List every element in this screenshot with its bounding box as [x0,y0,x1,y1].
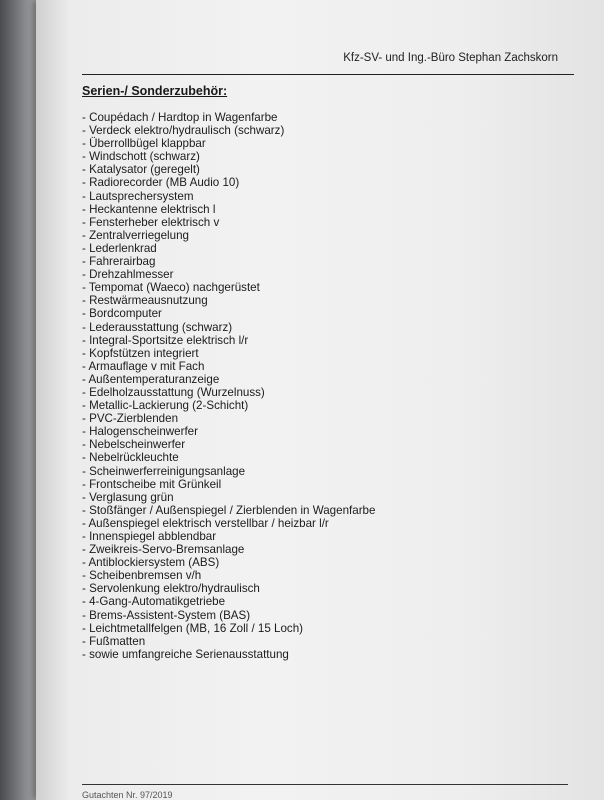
list-item: - Scheibenbremsen v/h [82,569,202,583]
list-item: - Nebelscheinwerfer [82,438,186,452]
list-item: - Überrollbügel klappbar [82,137,206,151]
list-item: - Kopfstützen integriert [82,346,199,360]
list-item: - Coupédach / Hardtop in Wagenfarbe [82,111,278,124]
list-item: - Leichtmetallfelgen (MB, 16 Zoll / 15 Loch) [82,621,304,635]
list-item: - Armauflage v mit Fach [82,359,205,373]
list-item: - Fußmatten [82,634,146,648]
list-item: - Radiorecorder (MB Audio 10) [82,176,240,190]
list-item: - Zentralverriegelung [82,228,189,242]
list-item: - Antiblockiersystem (ABS) [82,556,220,570]
list-item: - Brems-Assistent-System (BAS) [82,608,251,622]
list-item: - Fensterheber elektrisch v [82,215,220,229]
list-item: - Servolenkung elektro/hydraulisch [82,582,260,596]
section-title: Serien-/ Sonderzubehör: [82,84,228,98]
list-item: - Innenspiegel abblendbar [82,530,217,543]
list-item: - Edelholzausstattung (Wurzelnuss) [82,385,265,399]
header-office-name: Kfz-SV- und Ing.-Büro Stephan Zachskorn [343,52,558,64]
list-item: - Fahrerairbag [82,255,156,269]
list-item: - Verdeck elektro/hydraulisch (schwarz) [82,124,285,138]
list-item: - Außenspiegel elektrisch verstellbar / heizbar l/r [82,516,329,530]
footer-reference: Gutachten Nr. 97/2019 [82,790,173,800]
list-item: - Nebelrückleuchte [82,451,179,465]
list-item: - Integral-Sportsitze elektrisch l/r [82,333,249,347]
binder-spine [0,0,38,800]
list-item: - PVC-Zierblenden [82,412,179,426]
list-item: - Außentemperaturanzeige [82,372,220,386]
list-item: - Metallic-Lackierung (2-Schicht) [82,399,249,413]
list-item: - Tempomat (Waeco) nachgerüstet [82,281,260,295]
list-item: - Drehzahlmesser [82,268,174,282]
list-item: - Windschott (schwarz) [82,150,200,164]
list-item: - 4-Gang-Automatikgetriebe [82,595,226,609]
list-item: - Verglasung grün [82,490,174,504]
list-item: - Lautsprechersystem [82,189,194,203]
list-item: - sowie umfangreiche Serienausstattung [82,647,289,661]
list-item: - Restwärmeausnutzung [82,294,208,308]
footer-rule [82,784,568,785]
list-item: - Frontscheibe mit Grünkeil [82,477,222,491]
list-item: - Zweikreis-Servo-Bremsanlage [82,543,245,557]
list-item: - Katalysator (geregelt) [82,163,200,177]
list-item: - Lederlenkrad [82,241,157,255]
header-rule [82,74,574,75]
list-item: - Halogenscheinwerfer [82,425,198,439]
document-page [36,0,604,800]
list-item: - Bordcomputer [82,307,162,321]
list-item: - Lederausstattung (schwarz) [82,320,233,334]
equipment-list [82,111,375,661]
list-item: - Heckantenne elektrisch l [82,202,216,216]
list-item: - Scheinwerferreinigungsanlage [82,464,246,478]
list-item: - Stoßfänger / Außenspiegel / Zierblenden in Wagenfarbe [82,503,376,517]
